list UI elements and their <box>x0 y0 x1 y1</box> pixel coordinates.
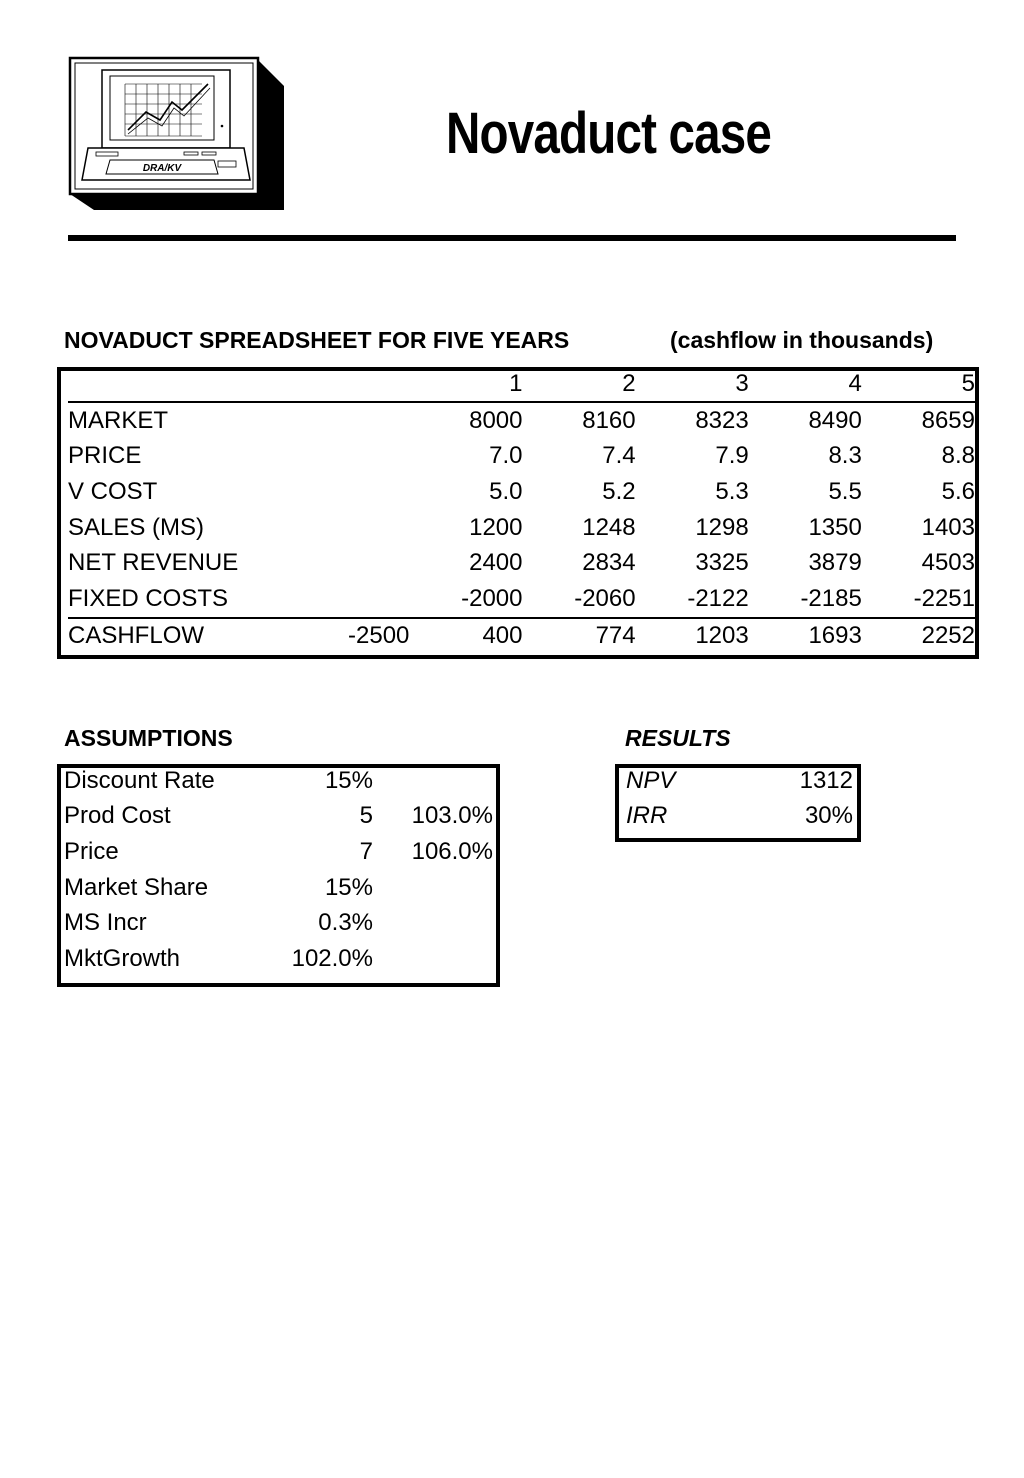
value-cell: 8000 <box>469 406 523 434</box>
value-cell: 5.5 <box>828 477 862 505</box>
value-cell: -2185 <box>800 584 862 612</box>
assumption-growth <box>373 870 493 906</box>
results-table <box>626 763 853 834</box>
value-cell: 8323 <box>695 406 749 434</box>
result-label: NPV <box>626 766 676 794</box>
value-cell: 5.6 <box>941 477 975 505</box>
computer-logo-icon <box>68 56 288 212</box>
value-cell: -2251 <box>913 584 975 612</box>
row-label: PRICE <box>68 442 142 470</box>
table-row-market <box>68 402 975 439</box>
spreadsheet-subtitle: (cashflow in thousands) <box>670 327 934 353</box>
value-cell: 5.3 <box>715 477 749 505</box>
initial-cell <box>296 439 409 475</box>
row-label: MARKET <box>68 406 169 434</box>
table-row-fixed-costs <box>68 581 975 618</box>
assumption-growth <box>373 763 493 799</box>
assumptions-box <box>57 764 500 987</box>
value-cell: 1200 <box>469 513 523 541</box>
row-label: V COST <box>68 477 158 505</box>
table-row-net-revenue <box>68 545 975 581</box>
assumption-value: 15% <box>324 873 373 901</box>
assumption-growth <box>373 941 493 977</box>
year-header: 4 <box>749 367 862 402</box>
value-cell: 4503 <box>921 549 975 577</box>
value-cell: 1298 <box>695 513 749 541</box>
initial-cell <box>296 402 409 439</box>
value-cell: 2252 <box>862 618 975 655</box>
row-label: CASHFLOW <box>68 618 296 655</box>
value-cell: 7.4 <box>602 442 636 470</box>
spreadsheet-table-box <box>57 367 979 659</box>
initial-cell <box>296 474 409 510</box>
value-cell: 5.0 <box>489 477 523 505</box>
assumption-value: 7 <box>359 837 373 865</box>
value-cell: 8160 <box>582 406 636 434</box>
value-cell: 1203 <box>636 618 749 655</box>
initial-cell: -2500 <box>296 618 409 655</box>
assumption-label: Market Share <box>64 873 209 901</box>
assumption-value: 5 <box>359 802 373 830</box>
value-cell: 7.9 <box>715 442 749 470</box>
assumption-row <box>64 763 493 799</box>
assumption-label: Discount Rate <box>64 766 215 794</box>
assumption-row <box>64 834 493 870</box>
result-label: IRR <box>626 802 668 830</box>
logo-text: DRA/KV <box>142 163 182 174</box>
value-cell: 3879 <box>808 549 862 577</box>
assumption-row <box>64 905 493 941</box>
value-cell: 8.8 <box>941 442 975 470</box>
assumption-growth: 103.0% <box>411 802 493 830</box>
assumption-row <box>64 870 493 906</box>
assumptions-title: ASSUMPTIONS <box>64 725 233 751</box>
result-row-npv <box>626 763 853 799</box>
value-cell: 3325 <box>695 549 749 577</box>
assumption-growth: 106.0% <box>411 837 493 865</box>
assumption-label: Price <box>64 837 119 865</box>
result-row-irr <box>626 799 853 835</box>
value-cell: 8490 <box>808 406 862 434</box>
result-value: 30% <box>804 802 853 830</box>
year-header: 2 <box>523 367 636 402</box>
value-cell: 8659 <box>921 406 975 434</box>
value-cell: -2000 <box>461 584 523 612</box>
row-label: SALES (MS) <box>68 513 205 541</box>
assumptions-table <box>64 763 493 977</box>
value-cell: 2834 <box>582 549 636 577</box>
value-cell: 1350 <box>808 513 862 541</box>
year-header: 1 <box>409 367 522 402</box>
value-cell: 7.0 <box>489 442 523 470</box>
table-header-row <box>68 367 975 402</box>
row-label: NET REVENUE <box>68 549 239 577</box>
assumption-growth <box>373 905 493 941</box>
spreadsheet-title: NOVADUCT SPREADSHEET FOR FIVE YEARS <box>64 327 570 353</box>
table-row-cashflow <box>68 618 975 655</box>
results-box <box>615 764 861 842</box>
table-row-sales <box>68 510 975 546</box>
year-header: 5 <box>862 367 975 402</box>
initial-cell <box>296 545 409 581</box>
result-value: 1312 <box>799 766 853 794</box>
year-header: 3 <box>636 367 749 402</box>
spreadsheet-table <box>68 367 975 654</box>
assumption-value: 102.0% <box>291 944 373 972</box>
value-cell: 1248 <box>582 513 636 541</box>
value-cell: 400 <box>409 618 522 655</box>
table-row-price <box>68 439 975 475</box>
initial-cell <box>296 581 409 618</box>
value-cell: 5.2 <box>602 477 636 505</box>
value-cell: 2400 <box>469 549 523 577</box>
page-title: Novaduct case <box>446 101 772 166</box>
value-cell: 774 <box>523 618 636 655</box>
results-title: RESULTS <box>625 725 731 751</box>
assumption-label: MktGrowth <box>64 944 181 972</box>
row-label: FIXED COSTS <box>68 584 229 612</box>
assumption-value: 0.3% <box>318 909 373 937</box>
table-row-v-cost <box>68 474 975 510</box>
assumption-row <box>64 941 493 977</box>
assumption-value: 15% <box>324 766 373 794</box>
value-cell: 1403 <box>921 513 975 541</box>
initial-cell <box>296 510 409 546</box>
title-divider <box>68 235 956 241</box>
value-cell: 1693 <box>749 618 862 655</box>
assumption-label: MS Incr <box>64 909 147 937</box>
value-cell: 8.3 <box>828 442 862 470</box>
value-cell: -2122 <box>687 584 749 612</box>
assumption-row <box>64 799 493 835</box>
assumption-label: Prod Cost <box>64 802 171 830</box>
value-cell: -2060 <box>574 584 636 612</box>
